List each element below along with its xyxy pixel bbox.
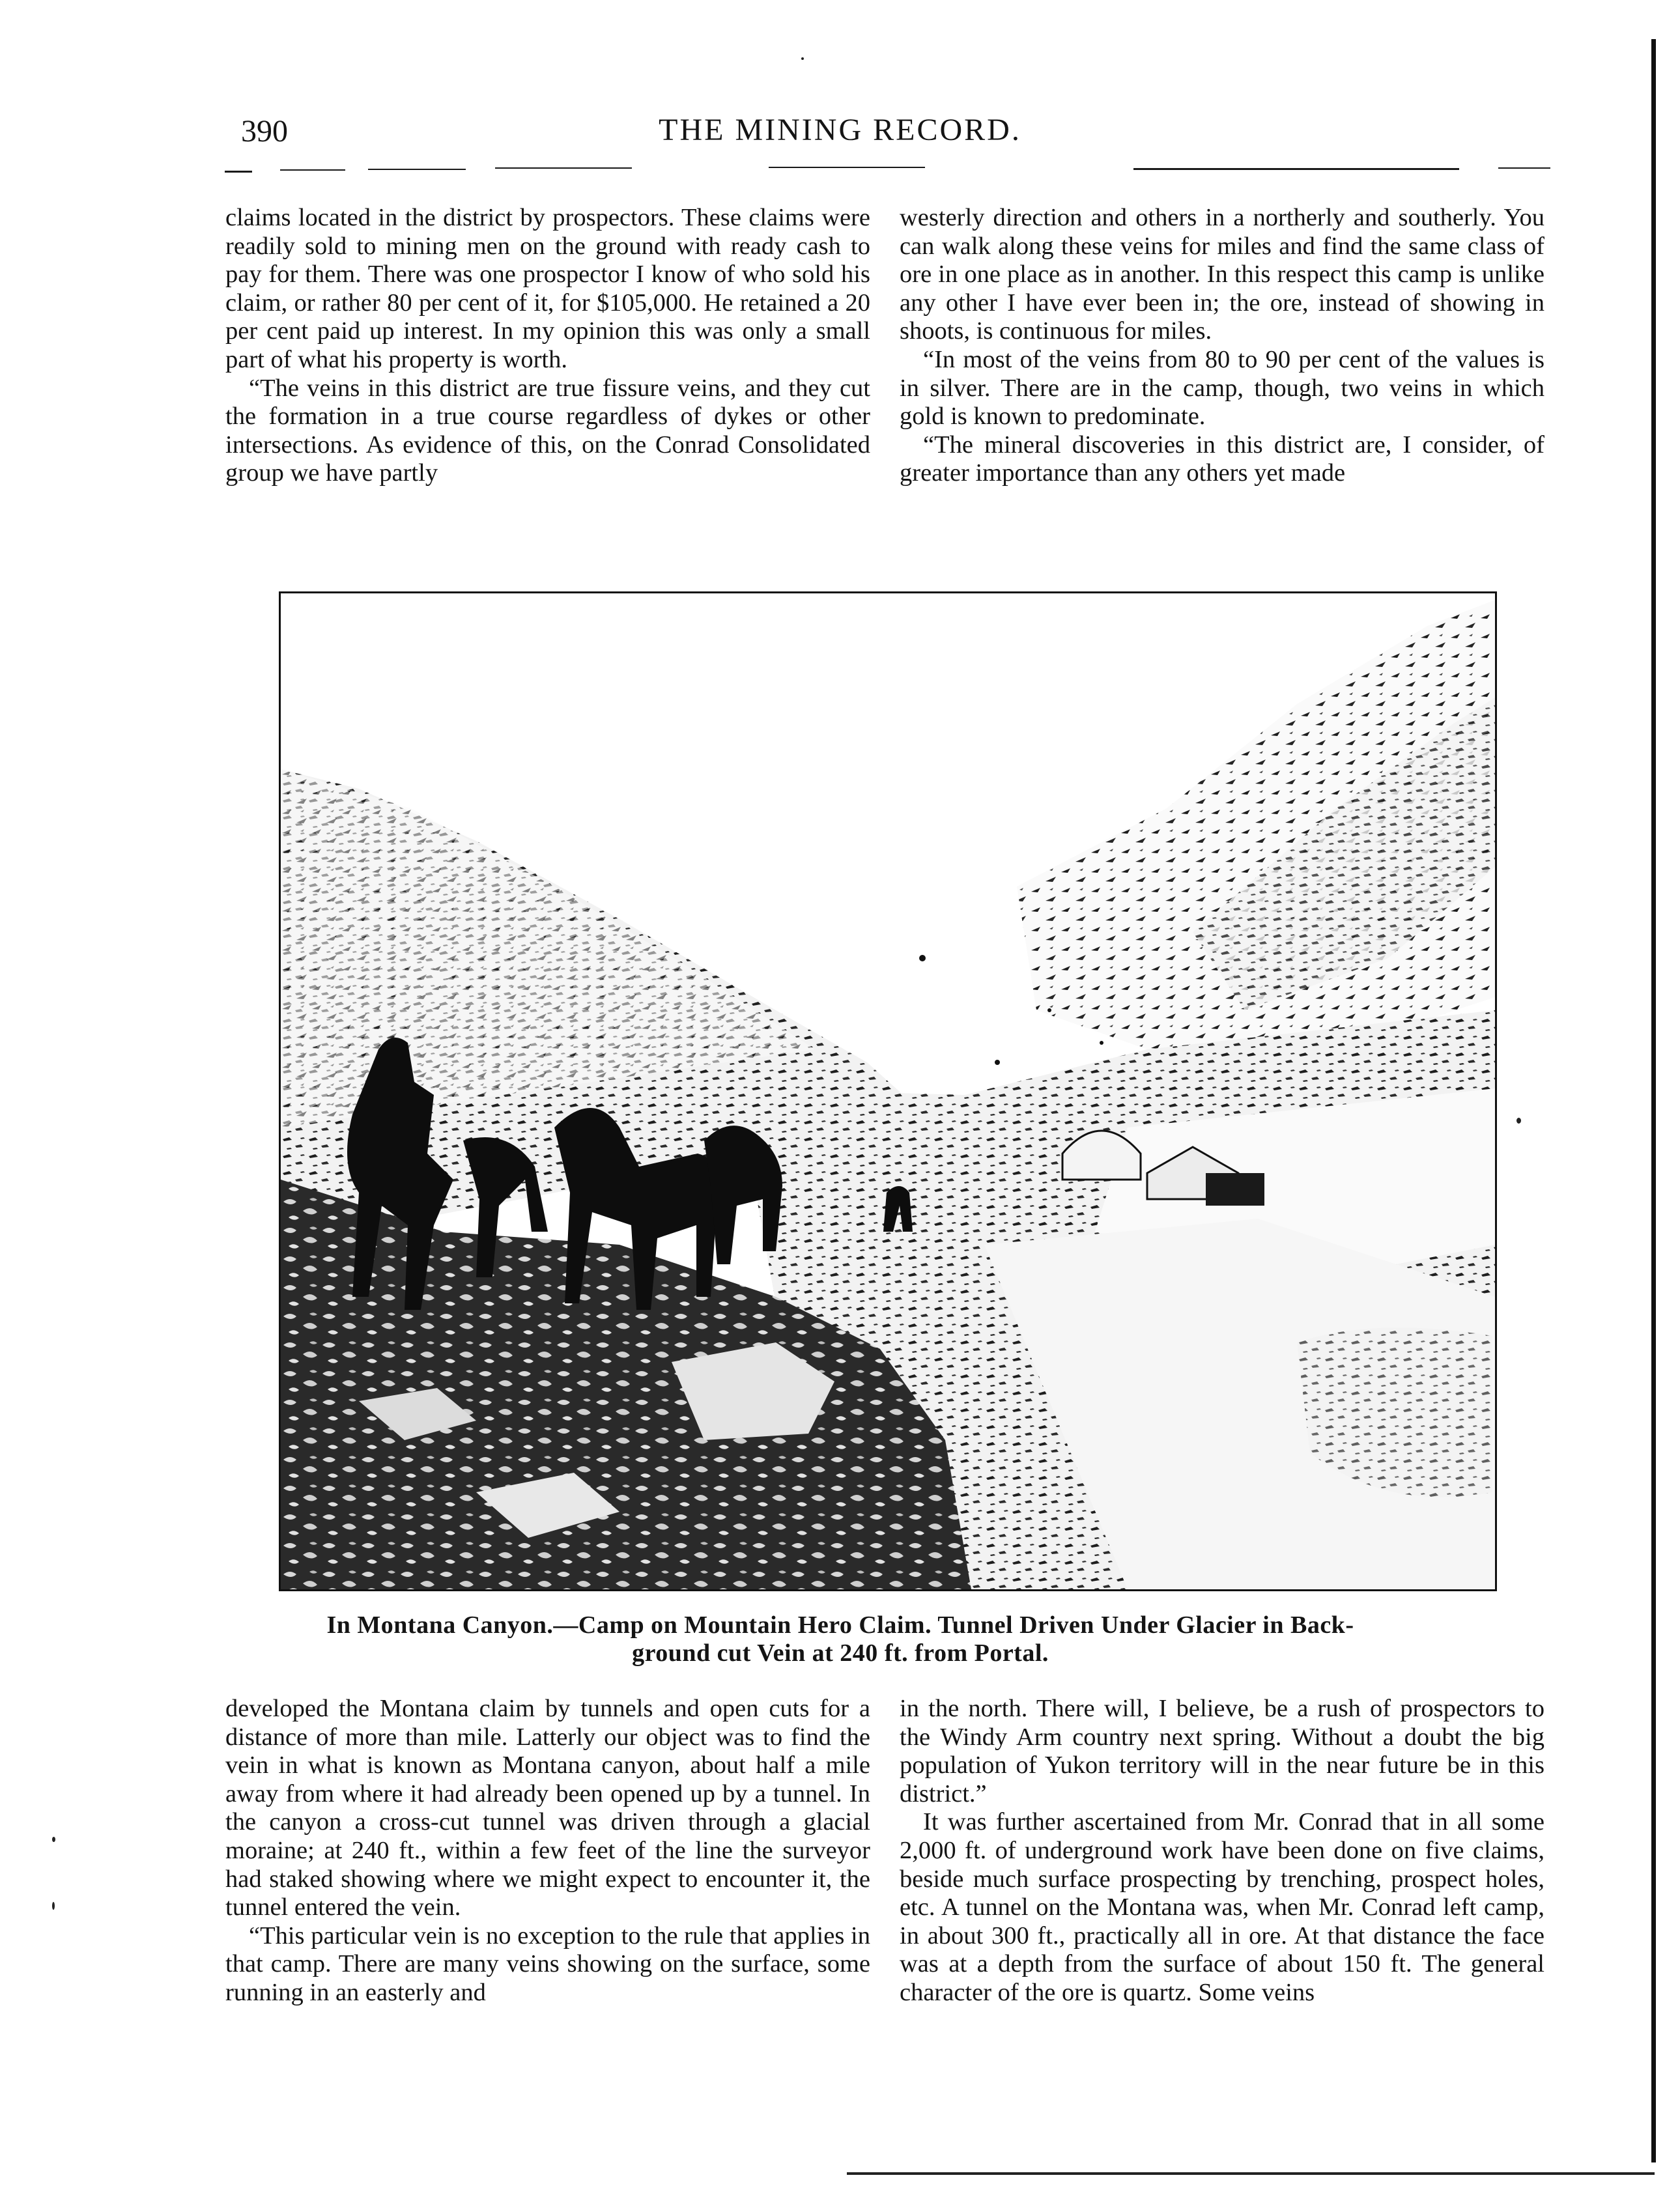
bottom-edge-line <box>847 2172 1655 2175</box>
scan-speck <box>52 1837 55 1842</box>
page-number: 390 <box>241 114 288 149</box>
scan-speck <box>801 57 804 60</box>
page-edge-line <box>1651 39 1656 2162</box>
scan-speck <box>1516 1118 1521 1124</box>
paragraph: westerly direction and others in a northerly and southerly. You can walk along these veins for miles and find the same class of ore in one place as in another. In this respect this camp is unlike any other I have ever been in; the ore, instead of showing in shoots, is continuous for miles. <box>900 204 1545 345</box>
header-rule-segment <box>1498 167 1550 169</box>
header-rule-segment <box>368 169 466 170</box>
figure-caption-line-1: In Montana Canyon.—Camp on Mountain Hero Claim. Tunnel Driven Under Glacier in Back- <box>326 1611 1354 1639</box>
paragraph: “This particular vein is no exception to the rule that applies in that camp. There are many veins showing on the surface, some running in an easterly and <box>225 1921 870 2006</box>
figure-caption-line-2: ground cut Vein at 240 ft. from Portal. <box>632 1639 1049 1667</box>
paragraph: “In most of the veins from 80 to 90 per cent of the values is in silver. There are in the camp, though, two veins in which gold is known to predominate. <box>900 345 1545 431</box>
header-rule-segment <box>280 169 345 171</box>
scan-speck <box>52 1902 55 1910</box>
header-rule-segment <box>1133 168 1459 170</box>
paragraph: claims located in the district by prospectors. These claims were readily sold to mining men on the ground with ready cash to pay for them. There was one prospector I know of who sold his claim, or rather 80 per cent of it, for $105,000. He retained a 20 per cent paid up interest. In my opinion this was only a small part of what his property is worth. <box>225 204 870 373</box>
paragraph: It was further ascertained from Mr. Conrad that in all some 2,000 ft. of underground work have been done on five claims, beside much surface prospecting by trenching, prospect holes, etc. A tunnel on the Montana was, when Mr. Conrad left camp, in about 300 ft., practically all in ore. At that distance the face was at a depth from the surface of about 150 ft. The general character of the ore is quartz. Some veins <box>900 1808 1545 2006</box>
column-top-left <box>225 204 870 488</box>
column-bottom-right <box>900 1695 1545 2007</box>
column-top-right <box>900 204 1545 488</box>
column-bottom-left <box>225 1695 870 2007</box>
paragraph: in the north. There will, I believe, be a rush of prospectors to the Windy Arm country next spring. Without a doubt the big population of Yukon territory will in the near future be in this district.” <box>900 1695 1545 1807</box>
running-head: THE MINING RECORD. <box>659 113 1021 147</box>
header-rule-segment <box>225 171 252 173</box>
header-rule-segment <box>495 167 632 169</box>
photograph-montana-canyon <box>279 591 1497 1591</box>
photo-illustration <box>281 593 1495 1589</box>
paragraph: developed the Montana claim by tunnels and open cuts for a distance of more than mile. Latterly our object was to find the vein in what is known as Montana canyon, about half a mile away from where it had already been opened up by a tunnel. In the canyon a cross-cut tunnel was driven through a glacial moraine; at 240 ft., within a few feet of the line the surveyor had staked showing where we might expect to encounter it, the tunnel entered the vein. <box>225 1695 870 1921</box>
paragraph: “The veins in this district are true fissure veins, and they cut the formation in a true course regardless of dykes or other intersections. As evidence of this, on the Conrad Consolidated group we have partly <box>225 374 870 487</box>
paragraph: “The mineral discoveries in this district are, I consider, of greater importance than any others yet made <box>900 431 1545 487</box>
header-rule-segment <box>769 167 925 168</box>
